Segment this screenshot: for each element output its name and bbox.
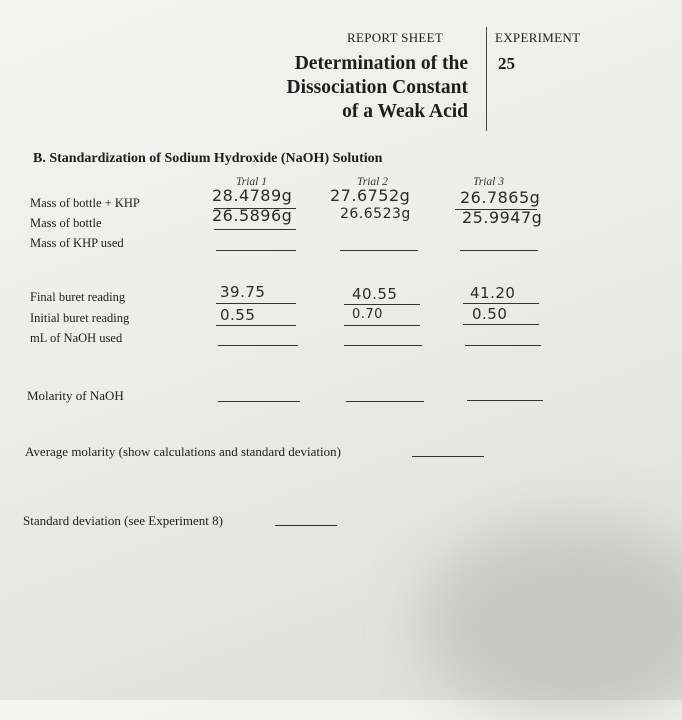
page-title xyxy=(287,52,468,124)
final-buret-trial-2: 40.55 xyxy=(352,285,398,303)
final-buret-trial-1: 39.75 xyxy=(220,283,266,301)
title-line-3: of a Weak Acid xyxy=(342,101,468,122)
mass-bottle-trial-2: 26.6523g xyxy=(340,206,411,222)
experiment-label: EXPERIMENT xyxy=(495,30,581,45)
blank-line xyxy=(463,324,539,325)
title-line-1: Determination of the xyxy=(294,53,468,74)
experiment-number: 25 xyxy=(498,54,515,73)
molarity-blank-2 xyxy=(346,401,424,402)
blank-line xyxy=(214,229,296,230)
mass-bottle-khp-trial-2: 27.6752g xyxy=(330,186,411,205)
mass-bottle-trial-1: 26.5896g xyxy=(212,206,293,225)
initial-buret-label: Initial buret reading xyxy=(30,311,130,325)
initial-buret-trial-1: 0.55 xyxy=(220,306,256,324)
ml-naoh-blank-2 xyxy=(344,345,422,346)
standard-deviation-label: Standard deviation (see Experiment 8) xyxy=(23,513,223,528)
mass-khp-blank-2 xyxy=(340,250,418,251)
trial-3-header: Trial 3 xyxy=(473,176,505,188)
molarity-label: Molarity of NaOH xyxy=(27,388,124,403)
molarity-blank-1 xyxy=(218,401,300,402)
average-molarity-blank xyxy=(412,456,484,457)
blank-line xyxy=(463,303,539,304)
trial-2-header: Trial 2 xyxy=(357,176,389,188)
ml-naoh-blank-1 xyxy=(218,345,298,346)
mass-bottle-label: Mass of bottle xyxy=(30,216,102,230)
initial-buret-trial-2: 0.70 xyxy=(352,307,383,322)
report-sheet-label: REPORT SHEET xyxy=(347,30,444,45)
mass-khp-blank-3 xyxy=(460,250,538,251)
mass-bottle-trial-3: 25.9947g xyxy=(462,208,543,227)
title-line-2: Dissociation Constant xyxy=(286,77,468,98)
mass-bottle-khp-trial-1: 28.4789g xyxy=(212,186,293,205)
blank-line xyxy=(344,304,420,305)
mass-khp-label: Mass of KHP used xyxy=(30,236,124,250)
mass-bottle-khp-trial-3: 26.7865g xyxy=(460,188,541,207)
section-heading: B. Standardization of Sodium Hydroxide (NaOH) Solution xyxy=(33,151,383,166)
mass-khp-blank-1 xyxy=(216,250,296,251)
ml-naoh-label: mL of NaOH used xyxy=(30,331,123,345)
blank-line xyxy=(216,303,296,304)
standard-deviation-blank xyxy=(275,525,337,526)
initial-buret-trial-3: 0.50 xyxy=(472,305,508,323)
average-molarity-label: Average molarity (show calculations and standard deviation) xyxy=(25,444,341,459)
final-buret-trial-3: 41.20 xyxy=(470,284,516,302)
molarity-blank-3 xyxy=(467,400,543,401)
ml-naoh-blank-3 xyxy=(465,345,541,346)
final-buret-label: Final buret reading xyxy=(30,290,126,304)
blank-line xyxy=(216,325,296,326)
mass-bottle-khp-label: Mass of bottle + KHP xyxy=(30,196,140,210)
page-shadow xyxy=(420,520,682,720)
blank-line xyxy=(344,325,420,326)
trial-1-header: Trial 1 xyxy=(236,176,268,188)
header-divider xyxy=(486,27,487,131)
